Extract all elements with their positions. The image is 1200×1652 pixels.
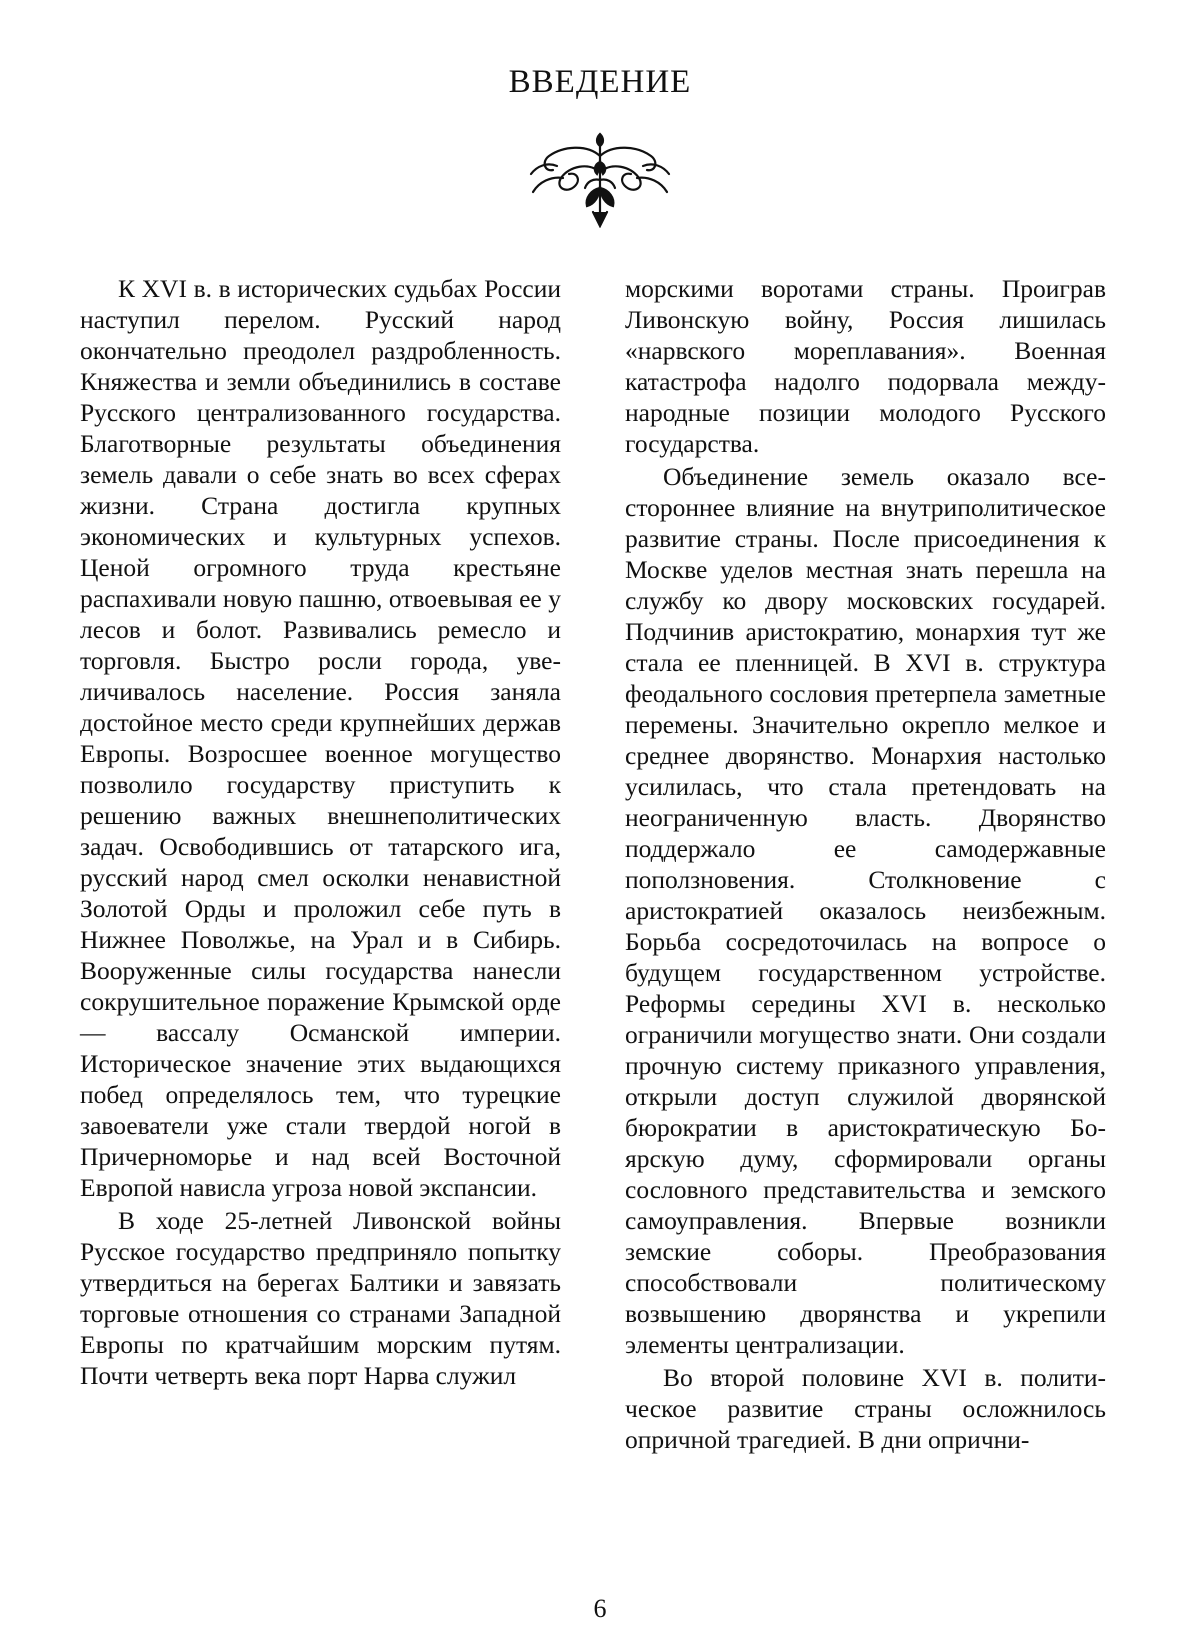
floral-ornament-icon (527, 132, 673, 228)
right-column (625, 273, 1106, 1455)
paragraph: Во второй половине XVI в. политическое развитие страны осложнилось опричной трагедией. В дни опрични- (625, 1363, 1106, 1454)
page-title: ВВЕДЕНИЕ (508, 64, 692, 100)
page-number: 6 (593, 1594, 607, 1623)
left-column (80, 273, 561, 1391)
paragraph: В ходе 25-летней Ливонской войны Русское государство предприняло попытку утвердиться на берегах Балтики и завязать торговые отношения со странами Западной Европы по кратчайшим морским путям. Почти четверть века порт Нарва служил (80, 1206, 561, 1390)
paragraph: Объединение земель оказало всестороннее влияние на внутриполитическое развитие страны. После присоединения к Москве уделов местная знать перешла на службу ко двору московских государей. Подчинив аристократию, монархия тут же стала ее пленницей. В XVI в. структура феодального сословия претерпела заметные перемены. Значительно окрепло мелкое и среднее дворянство. Монархия настолько усилилась, что стала претендовать на неограниченную власть. Дворянство поддержало ее самодержавные поползновения. Столкновение с аристократией оказалось неизбежным. Борьба сосредоточилась на вопросе о будущем государственном устройстве. Реформы середины XVI в. несколько ограничили могущество знати. Они создали прочную систему приказного управления, открыли доступ служилой дворянской бюрократии в аристократическую Боярскую думу, сформировали органы сословного представительства и земского самоуправления. Впервые возникли земские соборы. Преобразования способствовали политическому возвышению дворянства и укрепили элементы централизации. (625, 462, 1106, 1359)
paragraph-continuation: морскими воротами страны. Проиграв Ливонскую войну, Россия лишилась «нарвского мореплавания». Военная катастрофа надолго подорвала международные позиции молодого Русского государства. (625, 274, 1106, 458)
paragraph: К XVI в. в исторических судьбах России наступил перелом. Русский народ окончательно преодолел раздробленность. Княжества и земли объединились в составе Русского централизованного государства. Благотворные результаты объединения земель давали о себе знать во всех сферах жизни. Страна достигла крупных экономических и культурных успехов. Ценой огромного труда крестьяне распахивали новую пашню, отвоевывая ее у лесов и болот. Развивались ремесло и торговля. Быстро росли города, увеличивалось население. Россия заняла достойное место среди крупнейших держав Европы. Возросшее военное могущество позволило государству приступить к решению важных внешнеполитических задач. Освободившись от татарского ига, русский народ смел осколки ненавистной Золотой Орды и проложил себе путь в Нижнее Поволжье, на Урал и в Сибирь. Вооруженные силы государства нанесли сокрушительное поражение Крымской орде — вассалу Османской империи. Историческое значение этих выдающихся побед определялось тем, что турецкие завоеватели уже стали твердой ногой в Причерноморье и над всей Восточной Европой нависла угроза новой экспансии. (80, 274, 561, 1202)
